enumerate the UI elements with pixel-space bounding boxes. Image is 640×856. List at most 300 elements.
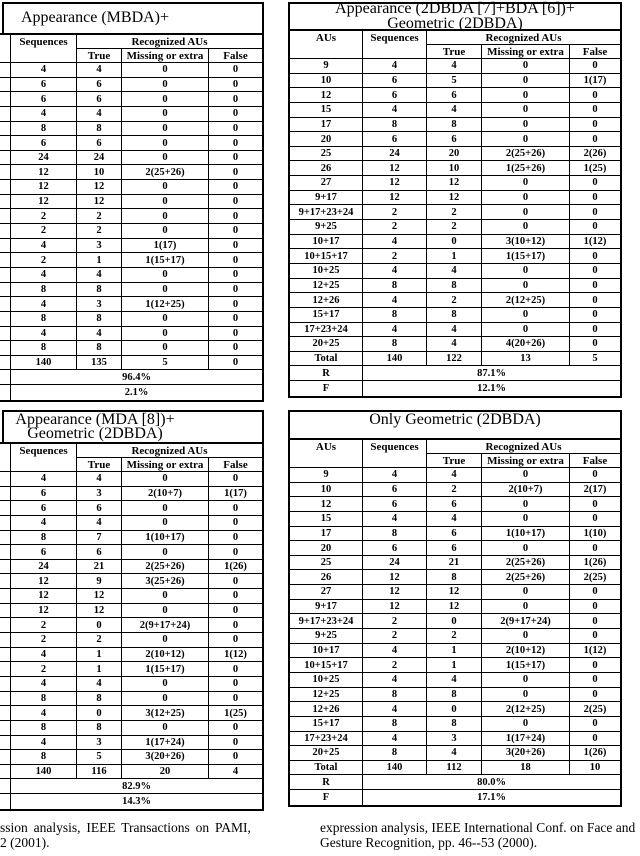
table-cell: 12 — [11, 165, 77, 180]
au-cell — [0, 107, 11, 122]
table-cell: 8 — [77, 122, 122, 137]
table-cell: 0 — [122, 63, 209, 78]
table-cell: 0 — [122, 151, 209, 166]
table-cell: 2(25+26) — [482, 556, 570, 571]
table-cell: 6 — [427, 88, 482, 103]
au-cell — [0, 604, 11, 619]
table-cell: 0 — [570, 132, 620, 147]
au-cell: 20 — [290, 132, 363, 147]
header-aus — [0, 444, 11, 472]
header-missing: Missing or extra — [122, 49, 209, 63]
results-table-bottom-right — [288, 410, 622, 807]
table-cell: 5 — [427, 74, 482, 89]
table-cell: 3(25+26) — [122, 574, 209, 589]
table-title-line1: Appearance (2DBDA [7]+BDA [6])+ — [335, 0, 575, 17]
table-cell: 0 — [122, 516, 209, 531]
table-title-text2: Geometric (2DBDA) — [27, 425, 163, 442]
au-cell: 10 — [290, 74, 363, 89]
au-cell: 15 — [290, 103, 363, 118]
table-title-line1 — [15, 412, 174, 442]
table-cell: 0 — [482, 74, 570, 89]
au-cell: 17+23+24 — [290, 732, 363, 747]
table-cell: 8 — [11, 531, 77, 546]
table-cell: 2 — [11, 209, 77, 224]
table-cell: 12 — [427, 600, 482, 615]
table-cell: 12 — [11, 180, 77, 195]
table-cell: 4 — [11, 472, 77, 487]
header-missing: Missing or extra — [482, 454, 570, 468]
table-cell: 0 — [570, 497, 620, 512]
table-cell: 0 — [209, 327, 262, 342]
table-cell: 0 — [209, 721, 262, 736]
table-cell: 4 — [11, 107, 77, 122]
table-cell: 4 — [11, 268, 77, 283]
au-cell — [0, 721, 11, 736]
table-cell: 0 — [122, 122, 209, 137]
table-cell: 4 — [11, 677, 77, 692]
table-cell: 0 — [570, 176, 620, 191]
table-cell: 4 — [11, 706, 77, 721]
au-cell — [0, 195, 11, 210]
table-cell: 8 — [427, 308, 482, 323]
table-cell: 2 — [363, 658, 427, 673]
table-cell: 8 — [427, 279, 482, 294]
table-cell: 0 — [209, 472, 262, 487]
table-cell: 0 — [209, 283, 262, 298]
table-cell: 0 — [570, 308, 620, 323]
table-cell: 0 — [209, 736, 262, 751]
table-cell: 6 — [77, 501, 122, 516]
table-cell: 0 — [482, 191, 570, 206]
table-cell: 0 — [209, 677, 262, 692]
table-cell: 0 — [209, 92, 262, 107]
table-cell: 3(20+26) — [122, 750, 209, 765]
au-cell — [0, 151, 11, 166]
header-true: True — [77, 49, 122, 63]
table-cell: 0 — [482, 103, 570, 118]
au-cell — [0, 662, 11, 677]
results-table-bottom-left — [0, 410, 264, 811]
recognition-rate-label — [0, 370, 11, 385]
table-cell: 6 — [363, 88, 427, 103]
table-cell: 2(10+12) — [122, 648, 209, 663]
table-cell: 4 — [363, 673, 427, 688]
table-cell: 0 — [209, 63, 262, 78]
au-cell: 27 — [290, 176, 363, 191]
table-cell: 10 — [427, 161, 482, 176]
table-cell: 0 — [122, 633, 209, 648]
au-cell: 9+17 — [290, 600, 363, 615]
table-cell: 1(10+17) — [122, 531, 209, 546]
au-cell — [0, 92, 11, 107]
table-cell: 2(25+26) — [122, 165, 209, 180]
table-cell: 8 — [363, 118, 427, 133]
table-cell: 0 — [209, 268, 262, 283]
au-cell — [0, 209, 11, 224]
total-cell: 116 — [77, 765, 122, 780]
table-cell: 2(9+17+24) — [482, 614, 570, 629]
table-cell: 6 — [427, 132, 482, 147]
table-cell: 1(12) — [209, 648, 262, 663]
table-cell: 0 — [570, 323, 620, 338]
table-cell: 8 — [11, 750, 77, 765]
au-cell — [0, 516, 11, 531]
table-cell: 0 — [570, 88, 620, 103]
table-cell: 2 — [363, 614, 427, 629]
table-cell: 12 — [363, 600, 427, 615]
header-recognized: Recognized AUs — [77, 444, 262, 458]
table-cell: 8 — [363, 308, 427, 323]
table-cell: 6 — [11, 501, 77, 516]
au-cell: 17+23+24 — [290, 323, 363, 338]
reference-text-left — [0, 821, 251, 850]
total-cell: 18 — [482, 761, 570, 776]
table-cell: 8 — [427, 118, 482, 133]
table-cell: 8 — [11, 721, 77, 736]
table-cell: 0 — [482, 468, 570, 483]
table-cell: 0 — [570, 293, 620, 308]
table-cell: 0 — [122, 136, 209, 151]
table-cell: 2 — [77, 224, 122, 239]
table-cell: 1(12) — [570, 235, 620, 250]
results-grid — [0, 442, 264, 811]
table-cell: 1(10) — [570, 527, 620, 542]
table-cell: 2 — [427, 205, 482, 220]
table-cell: 1(17+24) — [482, 732, 570, 747]
table-cell: 4 — [363, 235, 427, 250]
table-cell: 4 — [363, 468, 427, 483]
table-cell: 0 — [570, 205, 620, 220]
table-cell: 0 — [482, 308, 570, 323]
table-cell: 4 — [363, 644, 427, 659]
table-cell: 8 — [363, 717, 427, 732]
table-cell: 0 — [570, 658, 620, 673]
false-alarm-rate-value: 17.1% — [477, 791, 506, 803]
table-cell: 1(15+17) — [482, 658, 570, 673]
table-cell: 1(17) — [570, 74, 620, 89]
au-cell: 12+26 — [290, 702, 363, 717]
table-cell: 1(15+17) — [122, 662, 209, 677]
table-cell: 0 — [122, 545, 209, 560]
table-cell: 0 — [122, 180, 209, 195]
table-cell: 0 — [209, 209, 262, 224]
au-cell: 12+25 — [290, 279, 363, 294]
table-cell: 0 — [570, 249, 620, 264]
table-cell: 0 — [482, 585, 570, 600]
table-cell: 1(25) — [209, 706, 262, 721]
table-cell: 1 — [77, 648, 122, 663]
table-cell: 2 — [11, 618, 77, 633]
au-cell: 15 — [290, 512, 363, 527]
table-cell: 4 — [11, 327, 77, 342]
table-cell: 0 — [570, 264, 620, 279]
table-cell: 24 — [11, 151, 77, 166]
table-cell: 0 — [209, 253, 262, 268]
table-cell: 4 — [427, 337, 482, 352]
table-cell: 1(26) — [209, 560, 262, 575]
table-cell: 12 — [363, 191, 427, 206]
table-cell: 1(26) — [570, 746, 620, 761]
table-title-line1: Only Geometric (2DBDA) — [369, 411, 541, 428]
table-cell: 6 — [427, 527, 482, 542]
total-label-cell: Total — [290, 761, 363, 776]
table-cell: 6 — [363, 74, 427, 89]
table-cell: 6 — [77, 78, 122, 93]
table-cell: 0 — [209, 633, 262, 648]
au-cell: 12+25 — [290, 688, 363, 703]
au-cell: 9+17 — [290, 191, 363, 206]
table-cell: 3 — [77, 297, 122, 312]
table-cell: 2(25) — [570, 702, 620, 717]
au-cell: 27 — [290, 585, 363, 600]
table-cell: 0 — [209, 589, 262, 604]
table-cell: 8 — [11, 692, 77, 707]
total-cell: 135 — [77, 356, 122, 371]
reference-right-line2: Gesture Recognition, pp. 46--53 (2000). — [320, 834, 538, 850]
table-cell: 0 — [122, 501, 209, 516]
table-cell: 2 — [427, 220, 482, 235]
table-cell: 1(25+26) — [482, 161, 570, 176]
table-cell: 0 — [570, 191, 620, 206]
table-cell: 1 — [427, 658, 482, 673]
table-cell: 0 — [570, 585, 620, 600]
au-cell — [0, 341, 11, 356]
table-cell: 4 — [77, 63, 122, 78]
table-cell: 4 — [77, 268, 122, 283]
total-cell: 140 — [363, 352, 427, 367]
total-cell: 112 — [427, 761, 482, 776]
au-cell: 9+25 — [290, 220, 363, 235]
table-cell: 8 — [11, 122, 77, 137]
au-cell: 10 — [290, 483, 363, 498]
table-cell: 3(12+25) — [122, 706, 209, 721]
au-cell — [0, 78, 11, 93]
au-cell — [0, 136, 11, 151]
table-cell: 3(10+12) — [482, 235, 570, 250]
table-cell: 1(10+17) — [482, 527, 570, 542]
table-cell: 0 — [482, 673, 570, 688]
table-cell: 0 — [570, 541, 620, 556]
table-cell: 0 — [482, 176, 570, 191]
total-cell: 0 — [209, 356, 262, 371]
header-true: True — [427, 45, 482, 59]
table-cell: 4 — [427, 468, 482, 483]
header-recognized: Recognized AUs — [427, 440, 620, 454]
table-cell: 0 — [427, 702, 482, 717]
results-grid — [288, 440, 622, 807]
table-cell: 0 — [77, 618, 122, 633]
au-cell — [0, 312, 11, 327]
table-cell: 0 — [209, 341, 262, 356]
reference-left-line2: 2 (2001). — [0, 834, 50, 850]
table-cell: 4 — [363, 323, 427, 338]
au-cell — [0, 545, 11, 560]
table-cell: 0 — [209, 312, 262, 327]
au-cell — [0, 122, 11, 137]
total-cell: 10 — [570, 761, 620, 776]
au-cell — [0, 677, 11, 692]
au-cell — [0, 574, 11, 589]
table-cell: 12 — [11, 589, 77, 604]
table-cell: 4 — [363, 59, 427, 74]
table-cell: 4 — [363, 512, 427, 527]
table-cell: 4 — [363, 732, 427, 747]
table-cell: 0 — [209, 501, 262, 516]
table-cell: 8 — [363, 688, 427, 703]
table-cell: 4 — [427, 746, 482, 761]
table-cell: 0 — [122, 677, 209, 692]
table-cell: 5 — [77, 750, 122, 765]
table-cell: 24 — [77, 151, 122, 166]
table-cell: 2(9+17+24) — [122, 618, 209, 633]
table-cell: 4 — [77, 677, 122, 692]
au-cell — [0, 560, 11, 575]
table-cell: 4 — [363, 264, 427, 279]
header-false: False — [209, 49, 262, 63]
table-cell: 0 — [482, 688, 570, 703]
table-cell: 6 — [11, 136, 77, 151]
au-cell — [0, 487, 11, 502]
au-cell — [0, 239, 11, 254]
au-cell: 20+25 — [290, 746, 363, 761]
table-cell: 0 — [209, 750, 262, 765]
table-cell: 0 — [570, 279, 620, 294]
header-recognized: Recognized AUs — [77, 35, 262, 49]
table-cell: 12 — [427, 585, 482, 600]
au-cell — [0, 618, 11, 633]
table-cell: 0 — [482, 59, 570, 74]
table-cell: 4 — [77, 472, 122, 487]
recognition-rate-value: 80.0% — [363, 775, 620, 790]
false-alarm-rate-label — [0, 794, 11, 809]
table-cell: 0 — [122, 312, 209, 327]
table-cell: 12 — [427, 176, 482, 191]
table-cell: 0 — [570, 220, 620, 235]
au-cell — [0, 283, 11, 298]
table-cell: 0 — [122, 341, 209, 356]
au-cell: 9+17+23+24 — [290, 614, 363, 629]
table-cell: 2(25) — [570, 570, 620, 585]
table-cell: 4 — [427, 103, 482, 118]
table-cell: 0 — [209, 180, 262, 195]
table-cell: 0 — [209, 151, 262, 166]
au-cell: 9+25 — [290, 629, 363, 644]
table-cell: 8 — [363, 527, 427, 542]
table-cell: 2(25+26) — [482, 147, 570, 162]
header-false: False — [570, 454, 620, 468]
header-missing: Missing or extra — [122, 458, 209, 472]
table-cell: 4 — [427, 59, 482, 74]
table-cell: 8 — [11, 341, 77, 356]
table-cell: 1 — [77, 253, 122, 268]
table-cell: 8 — [427, 717, 482, 732]
table-cell: 1(17) — [122, 239, 209, 254]
header-true: True — [77, 458, 122, 472]
recognition-rate-value: 87.1% — [363, 366, 620, 381]
table-cell: 1(25) — [570, 161, 620, 176]
table-cell: 0 — [570, 732, 620, 747]
table-cell: 6 — [11, 78, 77, 93]
au-cell: 10+15+17 — [290, 658, 363, 673]
au-cell: 9 — [290, 468, 363, 483]
table-cell: 10 — [77, 165, 122, 180]
au-cell: 10+15+17 — [290, 249, 363, 264]
header-aus — [0, 35, 11, 63]
au-cell — [0, 268, 11, 283]
table-cell: 2 — [363, 249, 427, 264]
table-cell: 8 — [77, 721, 122, 736]
au-cell: 9+17+23+24 — [290, 205, 363, 220]
table-cell: 2 — [363, 629, 427, 644]
table-cell: 0 — [482, 512, 570, 527]
table-cell: 3 — [77, 736, 122, 751]
table-cell: 4 — [11, 648, 77, 663]
table-cell: 0 — [122, 604, 209, 619]
au-cell — [0, 750, 11, 765]
recognition-rate-label: R — [290, 775, 363, 790]
table-cell: 0 — [122, 692, 209, 707]
table-cell: 0 — [122, 92, 209, 107]
table-cell: 0 — [570, 337, 620, 352]
au-cell: 25 — [290, 556, 363, 571]
table-cell: 4 — [77, 107, 122, 122]
table-cell: 3 — [77, 487, 122, 502]
table-cell: 0 — [570, 688, 620, 703]
false-alarm-rate-value: 2.1% — [124, 386, 149, 398]
table-cell: 2(26) — [570, 147, 620, 162]
table-cell: 0 — [570, 468, 620, 483]
table-cell: 0 — [570, 717, 620, 732]
au-cell: 26 — [290, 161, 363, 176]
au-cell: 20+25 — [290, 337, 363, 352]
table-cell: 4 — [11, 736, 77, 751]
table-cell: 4 — [427, 264, 482, 279]
table-cell: 0 — [122, 78, 209, 93]
au-cell: 26 — [290, 570, 363, 585]
table-cell: 2 — [77, 633, 122, 648]
recognition-rate-label: R — [290, 366, 363, 381]
recognition-rate-value: 82.9% — [11, 779, 262, 794]
reference-left-line1: ssion analysis, IEEE Transactions on PAMI, — [0, 820, 251, 835]
au-cell — [0, 165, 11, 180]
table-cell: 12 — [11, 574, 77, 589]
table-cell: 2(12+25) — [482, 702, 570, 717]
false-alarm-rate-value: 12.1% — [477, 382, 506, 394]
au-cell: 15+17 — [290, 308, 363, 323]
table-cell: 12 — [363, 585, 427, 600]
table-cell: 8 — [77, 312, 122, 327]
results-grid — [0, 33, 264, 402]
table-cell: 0 — [427, 614, 482, 629]
table-cell: 1(15+17) — [122, 253, 209, 268]
table-cell: 6 — [363, 132, 427, 147]
header-missing: Missing or extra — [482, 45, 570, 59]
au-cell — [0, 472, 11, 487]
table-cell: 7 — [77, 531, 122, 546]
table-cell: 6 — [363, 541, 427, 556]
table-cell: 8 — [11, 312, 77, 327]
table-title-line2: Geometric (2DBDA) — [387, 14, 523, 32]
table-cell: 8 — [77, 341, 122, 356]
table-cell: 0 — [482, 132, 570, 147]
table-cell: 12 — [77, 180, 122, 195]
table-cell: 0 — [482, 541, 570, 556]
au-cell — [0, 180, 11, 195]
au-cell: 12 — [290, 497, 363, 512]
table-cell: 0 — [570, 103, 620, 118]
header-aus: AUs — [290, 440, 363, 468]
total-cell: 140 — [363, 761, 427, 776]
